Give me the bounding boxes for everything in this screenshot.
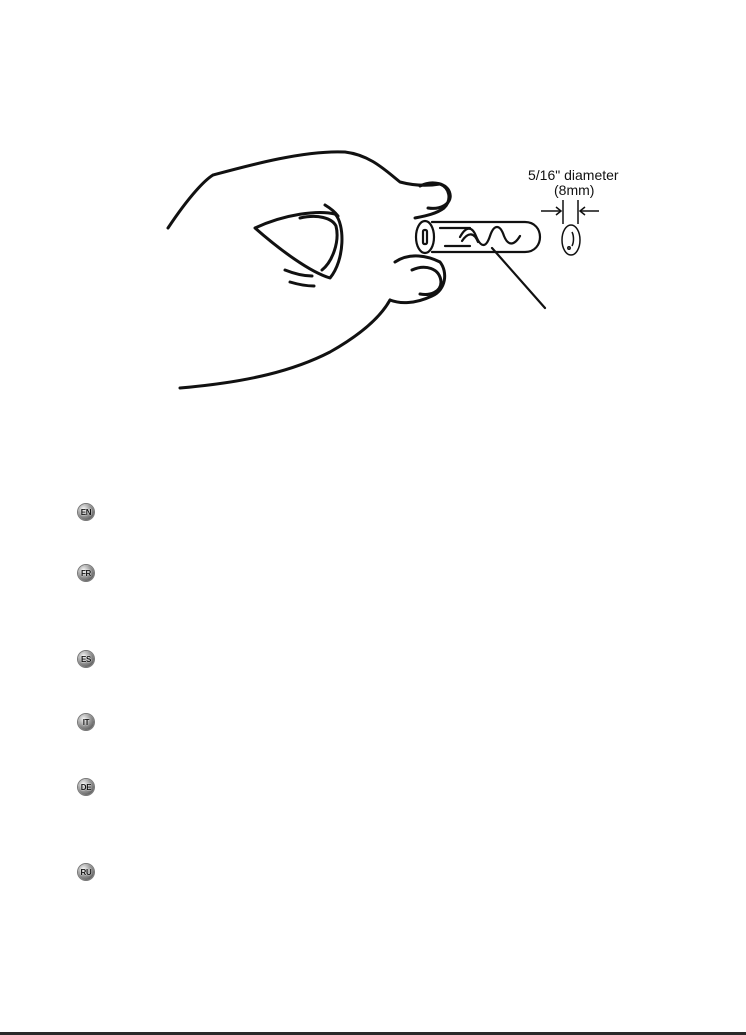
- knuckle-crease-2: [290, 282, 314, 286]
- curled-finger: [255, 213, 342, 278]
- language-badge-es: [78, 651, 94, 667]
- language-code: EN: [80, 507, 92, 517]
- diameter-callout: [541, 200, 599, 255]
- diameter-label: 5/16" diameter: [528, 167, 619, 183]
- language-code: FR: [80, 568, 92, 578]
- hand-outline-thumb: [390, 256, 445, 303]
- language-badge-de: [78, 779, 94, 795]
- language-badge-fr: [78, 565, 94, 581]
- hand-holding-key-illustration: [0, 0, 746, 420]
- language-badge-it: [78, 714, 94, 730]
- curled-finger-inner: [300, 216, 337, 270]
- knuckle-crease: [285, 270, 312, 276]
- hand-outline-lower: [180, 300, 390, 388]
- language-code: RU: [80, 867, 92, 877]
- language-code: ES: [80, 654, 92, 664]
- thumbnail: [412, 267, 441, 294]
- language-code: IT: [82, 717, 90, 727]
- language-code: DE: [80, 782, 92, 792]
- language-badge-ru: [78, 864, 94, 880]
- language-badge-en: [78, 504, 94, 520]
- diameter-metric-label: (8mm): [554, 182, 595, 198]
